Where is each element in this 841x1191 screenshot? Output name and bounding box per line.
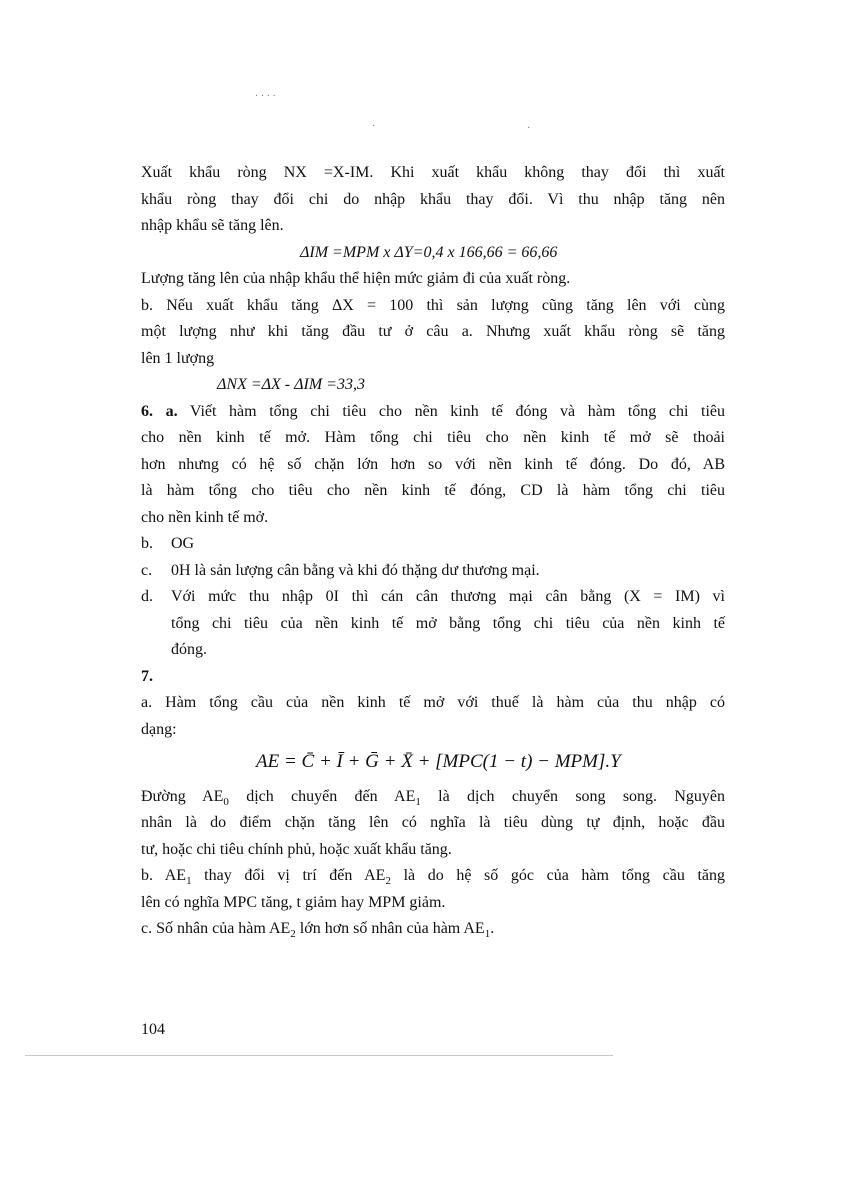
subscript: 0 — [223, 795, 229, 808]
list-item — [141, 558, 725, 585]
list-marker: c. — [141, 561, 153, 579]
formula-aggregate-demand: AE = C̄ + Ī + Ḡ + X̄ + [MPC(1 − t) − MPM].Y — [256, 751, 621, 772]
text-run: lớn hơn số nhân của hàm AE — [295, 920, 485, 937]
text-run: c. Số nhân của hàm AE — [141, 920, 291, 937]
paragraph-line: đóng. — [171, 641, 207, 658]
paragraph-line: nhân là do điểm chặn tăng lên có nghĩa là tiêu dùng tự định, hoặc đầu — [141, 814, 725, 831]
subscript: 2 — [290, 928, 296, 941]
paragraph-line: dạng: — [141, 720, 177, 738]
question-text: Viết hàm tổng chi tiêu cho nền kinh tế đóng và hàm tổng chi tiêu — [189, 402, 725, 420]
question-6a-line — [141, 399, 725, 426]
paragraph-line: nhập khẩu sẽ tăng lên. — [141, 217, 284, 234]
text-run: thay đổi vị trí đến AE — [191, 867, 386, 884]
question-number: 7. — [141, 667, 153, 685]
paragraph-line — [141, 916, 725, 943]
text-run: Đường AE — [141, 787, 224, 805]
list-text: 0H là sản lượng cân bằng và khi đó thặng dư thương mại. — [171, 561, 540, 579]
paragraph-line: Xuất khẩu ròng NX =X-IM. Khi xuất khẩu không thay đổi thì xuất — [141, 164, 725, 181]
list-text: Với mức thu nhập 0I thì cán cân thương mại cân bằng (X = IM) vì — [171, 588, 725, 605]
formula-delta-nx: ΔNX =ΔX - ΔIM =33,3 — [217, 376, 365, 393]
formula-delta-im: ΔIM =MPM x ΔY=0,4 x 166,66 = 66,66 — [300, 243, 558, 261]
paragraph-line: tư, hoặc chi tiêu chính phủ, hoặc xuất khẩu tăng. — [141, 840, 452, 858]
paragraph-line: b. Nếu xuất khẩu tăng ΔX = 100 thì sản lượng cũng tăng lên với cùng — [141, 296, 725, 314]
page-number: 104 — [141, 1021, 165, 1038]
paragraph-line: là hàm tổng cho tiêu cho nền kinh tế đóng, CD là hàm tổng chi tiêu — [141, 482, 725, 499]
list-item — [141, 584, 725, 611]
scan-speck: · · · · — [255, 91, 276, 102]
text-run: dịch chuyển đến AE — [228, 787, 416, 805]
list-marker: b. — [141, 535, 153, 552]
text-run: là dịch chuyển song song. Nguyên — [420, 787, 726, 805]
paragraph-line: khẩu ròng thay đổi chi do nhập khẩu thay đổi. Vì thu nhập tăng nên — [141, 190, 725, 208]
text-run: . — [490, 920, 495, 937]
list-text: OG — [171, 535, 195, 552]
subscript: 1 — [484, 928, 491, 941]
paragraph-line — [141, 863, 725, 890]
paragraph-line: Lượng tăng lên của nhập khẩu thể hiện mức giảm đi của xuất ròng. — [141, 270, 571, 287]
question-number: 6. a. — [141, 402, 178, 420]
paragraph-line: một lượng như khi tăng đầu tư ở câu a. Nhưng xuất khẩu ròng sẽ tăng — [141, 323, 725, 340]
paragraph-line: tổng chi tiêu của nền kinh tế mở bằng tổng chi tiêu của nền kinh tế — [171, 614, 725, 632]
list-item — [141, 531, 725, 558]
paragraph-line: a. Hàm tổng cầu của nền kinh tế mở với thuế là hàm của thu nhập có — [141, 694, 725, 711]
subscript: 1 — [415, 795, 421, 808]
text-run: b. AE — [141, 867, 187, 884]
paragraph-line: lên có nghĩa MPC tăng, t giảm hay MPM giảm. — [141, 893, 446, 911]
paragraph-line: cho nền kinh tế mở. Hàm tổng chi tiêu cho nền kinh tế mở sẽ thoải — [141, 429, 725, 446]
footer-rule — [25, 1055, 613, 1056]
paragraph-line: cho nền kinh tế mở. — [141, 508, 269, 526]
text-run: là do hệ số góc của hàm tổng cầu tăng — [390, 867, 726, 884]
body-text — [141, 160, 725, 943]
subscript: 2 — [385, 875, 391, 888]
paragraph-line: lên 1 lượng — [141, 349, 215, 367]
list-marker: d. — [141, 588, 153, 605]
subscript: 1 — [186, 875, 192, 888]
scan-speck: · — [372, 121, 376, 132]
paragraph-line: hơn nhưng có hệ số chặn lớn hơn so với nền kinh tế đóng. Do đó, AB — [141, 455, 725, 473]
scan-speck: · — [527, 123, 531, 134]
paragraph-line — [141, 784, 725, 811]
